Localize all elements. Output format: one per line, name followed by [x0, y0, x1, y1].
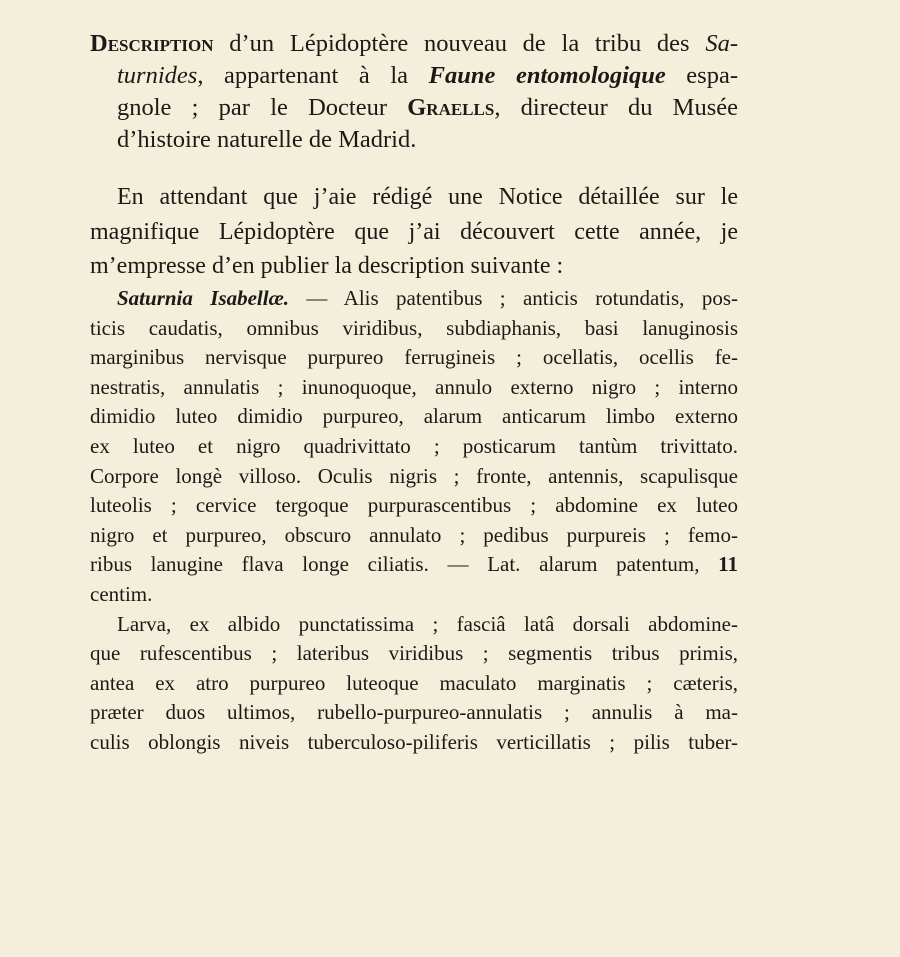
larva-line-1: Larva, ex albido punctatissima ; fasciâ latâ dorsali abdomine-: [117, 611, 738, 636]
intro-paragraph: [90, 180, 738, 284]
species-name: Saturnia Isabellæ.: [117, 286, 290, 310]
title-line-1: Description d’un Lépidoptère nouveau de la tribu des Sa-: [90, 30, 738, 57]
larva-line-4: præter duos ultimos, rubello-purpureo-annulatis ; annulis à ma-: [90, 700, 738, 725]
title-line-2: turnides, appartenant à la Faune entomologique espa-: [117, 62, 738, 89]
species-description: [90, 284, 738, 758]
title-heading-word: Description: [90, 30, 214, 57]
larva-line-3: antea ex atro purpureo luteoque maculato marginatis ; cæteris,: [90, 670, 738, 695]
description-line-7: Corpore longè villoso. Oculis nigris ; fronte, antennis, scapulisque: [90, 463, 738, 488]
intro-line-1: En attendant que j’aie rédigé une Notice détaillée sur le: [117, 184, 738, 210]
description-line-1: Saturnia Isabellæ. — Alis patentibus ; anticis rotundatis, pos-: [117, 286, 738, 310]
description-line-6: ex luteo et nigro quadrivittato ; posticarum tantùm trivittato.: [90, 433, 738, 458]
description-line-9: nigro et purpureo, obscuro annulato ; pedibus purpureis ; femo-: [90, 522, 738, 547]
title-line-3: gnole ; par le Docteur Graells, directeur du Musée: [117, 94, 738, 121]
description-line-2: ticis caudatis, omnibus viridibus, subdiaphanis, basi lanuginosis: [90, 315, 738, 340]
description-line-10: ribus lanugine flava longe ciliatis. — Lat. alarum patentum, 11: [90, 552, 738, 577]
description-line-5: dimidio luteo dimidio purpureo, alarum anticarum limbo externo: [90, 404, 738, 429]
intro-line-2: magnifique Lépidoptère que j’ai découvert cette année, je: [90, 218, 738, 245]
article-title: [90, 28, 738, 156]
description-line-3: marginibus nervisque purpureo ferrugineis ; ocellatis, ocellis fe-: [90, 345, 738, 370]
intro-line-3: m’empresse d’en publier la description suivante :: [90, 253, 564, 279]
title-line-4: d’histoire naturelle de Madrid.: [117, 126, 417, 153]
author-name: Graells: [407, 94, 495, 121]
larva-line-2: que rufescentibus ; lateribus viridibus ; segmentis tribus primis,: [90, 641, 738, 666]
description-line-4: nestratis, annulatis ; inunoquoque, annulo externo nigro ; interno: [90, 374, 738, 399]
wingspan-value: 11: [718, 552, 738, 577]
larva-line-5: culis oblongis niveis tuberculoso-piliferis verticillatis ; pilis tuber-: [90, 729, 738, 754]
description-line-8: luteolis ; cervice tergoque purpurascentibus ; abdomine ex luteo: [90, 493, 738, 518]
description-line-11: centim.: [90, 581, 153, 606]
